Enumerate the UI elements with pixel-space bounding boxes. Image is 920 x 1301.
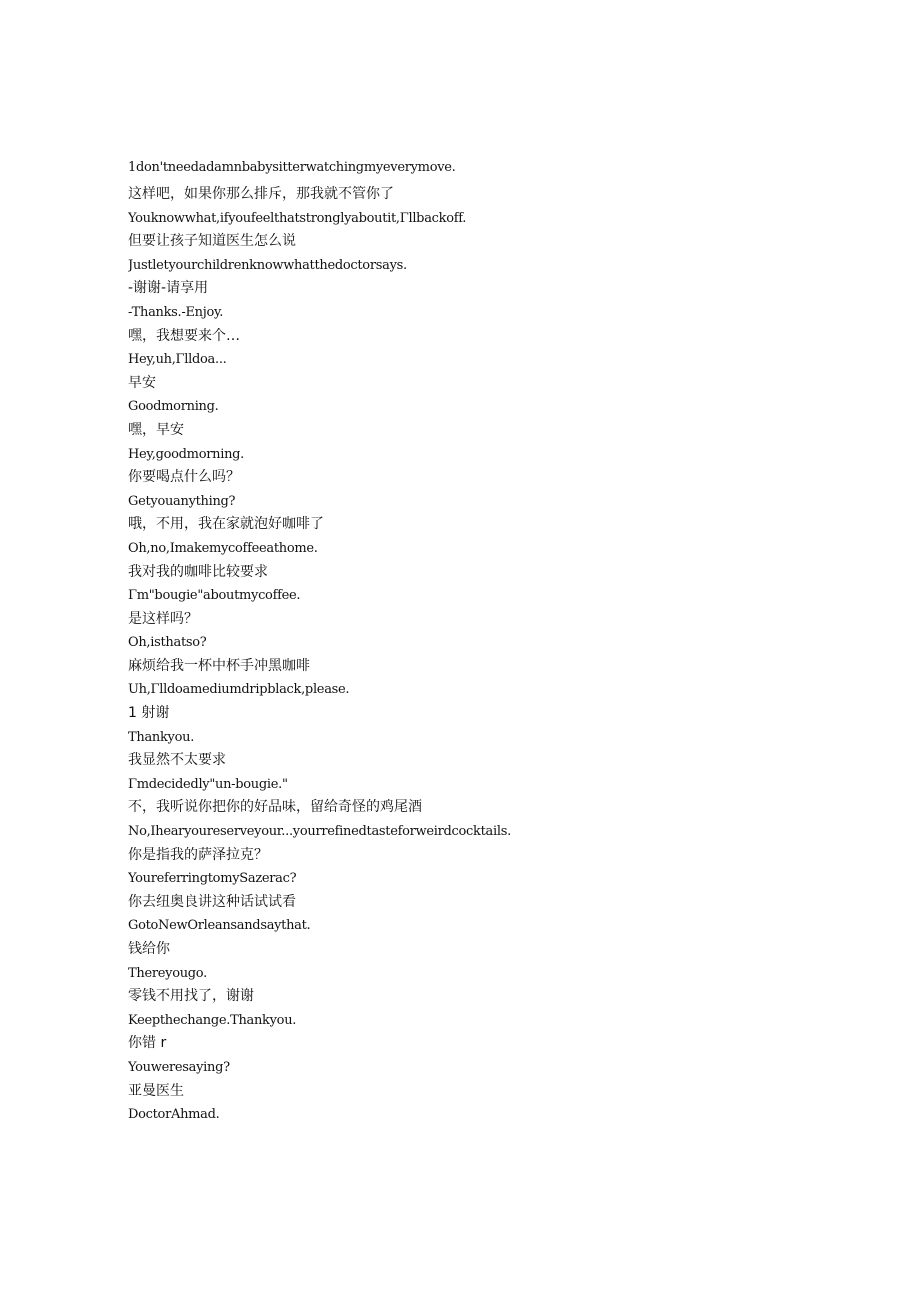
subtitle-line-chinese: 麻烦给我一杯中杯手冲黑咖啡 (128, 657, 310, 674)
subtitle-line-chinese: 我显然不太要求 (128, 752, 226, 769)
subtitle-line-chinese: 但要让孩子知道医生怎么说 (128, 233, 296, 250)
subtitle-line-english: Oh,isthatso? (128, 635, 207, 651)
subtitle-line-english: GotoNewOrleansandsaythat. (128, 918, 311, 934)
subtitle-line-english: Keepthechange.Thankyou. (128, 1012, 297, 1028)
subtitle-line-chinese: 零钱不用找了，谢谢 (128, 988, 254, 1005)
subtitle-line-english: Γm"bougie"aboutmycoffee. (128, 588, 301, 604)
subtitle-line-chinese: 你去纽奥良讲这种话试试看 (128, 893, 296, 910)
subtitle-line-chinese: 1 射谢 (128, 705, 170, 722)
subtitle-line-chinese: 哦，不用，我在家就泡好咖啡了 (128, 516, 324, 533)
subtitle-line-english: -Thanks.-Enjoy. (128, 304, 224, 320)
subtitle-line-english: Uh,Γlldoamediumdripblack,please. (128, 682, 350, 698)
subtitle-line-english: No,Ihearyoureserveyour...yourrefinedtasteforweirdcocktails. (128, 824, 511, 840)
subtitle-line-chinese: 早安 (128, 374, 156, 391)
subtitle-line-english: Youweresaying? (128, 1059, 230, 1075)
subtitle-line-english: Getyouanything? (128, 493, 236, 509)
subtitle-line-english: Oh,no,Imakemycoffeeathome. (128, 540, 318, 556)
subtitle-line-english: Goodmorning. (128, 399, 219, 415)
subtitle-line-english: 1don'tneedadamnbabysitterwatchingmyeverymove. (128, 160, 456, 175)
subtitle-line-english: DoctorAhmad. (128, 1107, 220, 1123)
subtitle-line-chinese: 你是指我的萨泽拉克？ (128, 846, 268, 863)
subtitle-line-english: Thankyou. (128, 729, 195, 745)
subtitle-line-english: Justletyourchildrenknowwhatthedoctorsays. (128, 257, 407, 273)
subtitle-line-chinese: 亚曼医生 (128, 1082, 184, 1099)
transcript-lines (128, 156, 828, 1127)
subtitle-line-chinese: 这样吧，如果你那么排斥，那我就不管你了 (128, 186, 394, 202)
subtitle-line-chinese: -谢谢-请享用 (128, 280, 209, 297)
subtitle-line-chinese: 不，我听说你把你的好品味，留给奇怪的鸡尾酒 (128, 799, 422, 816)
subtitle-line-chinese: 你要喝点什么吗？ (128, 469, 240, 486)
subtitle-line-chinese: 是这样吗？ (128, 610, 198, 627)
subtitle-line-english: Hey,goodmorning. (128, 446, 245, 462)
subtitle-line-english: YoureferringtomySazerac? (128, 871, 297, 887)
subtitle-line-chinese: 你错 r (128, 1035, 167, 1052)
subtitle-line-english: Γmdecidedly"un-bougie." (128, 776, 288, 792)
subtitle-line-english: Youknowwhat,ifyoufeelthatstronglyaboutit,Γllbackoff. (128, 210, 467, 226)
subtitle-line-english: Thereyougo. (128, 965, 207, 981)
subtitle-line-chinese: 钱给你 (128, 941, 170, 957)
subtitle-line-chinese: 嘿，我想要来个… (128, 327, 240, 344)
subtitle-line-chinese: 嘿，早安 (128, 421, 184, 438)
subtitle-line-chinese: 我对我的咖啡比较要求 (128, 563, 268, 580)
subtitle-line-english: Hey,uh,Γlldoa... (128, 352, 227, 368)
